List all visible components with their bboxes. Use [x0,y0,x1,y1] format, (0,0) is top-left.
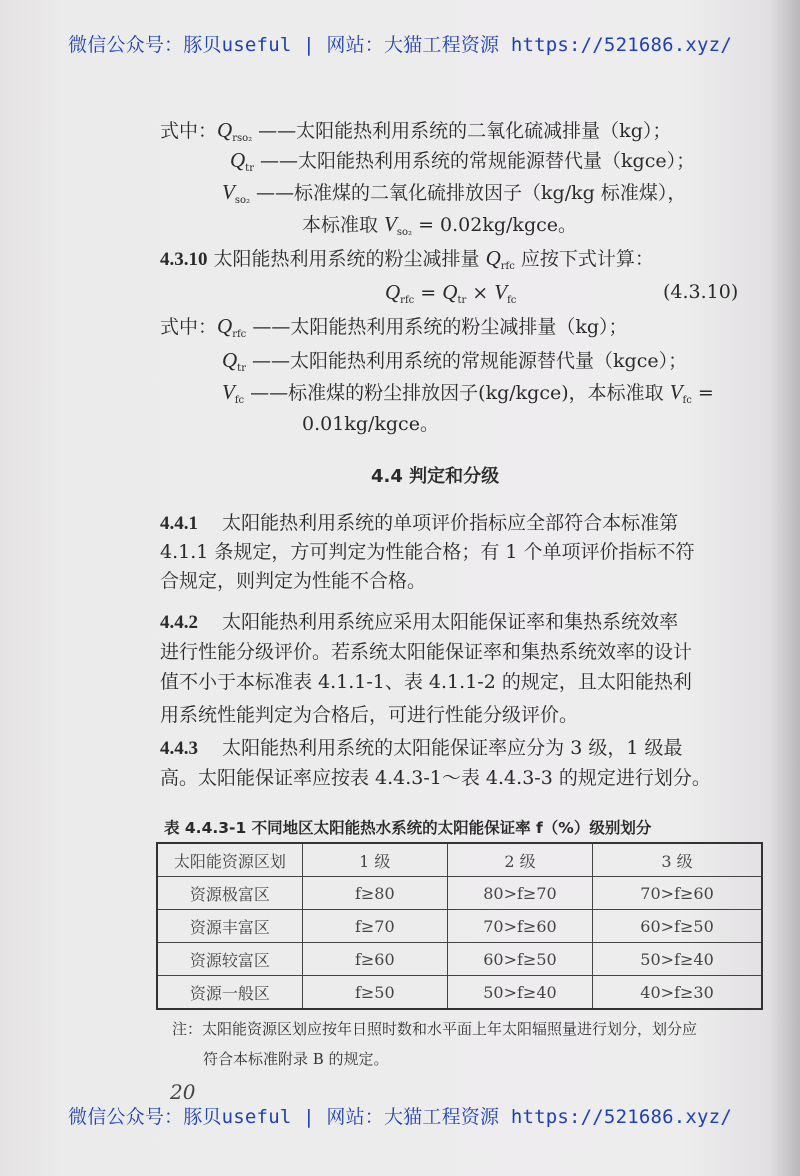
clause-number: 4.3.10 [160,249,208,270]
sub: fc [234,395,245,406]
paragraph-line [160,736,682,761]
paragraph-line: 进行性能分级评价。若系统太阳能保证率和集热系统效率的设计 [160,641,693,663]
cell: f≥70 [302,910,447,943]
table-row [157,910,762,943]
cell: f≥80 [302,877,447,910]
header-cell: 太阳能资源区划 [157,843,302,877]
text: ——太阳能热利用系统的常规能源替代量（kgce）； [245,350,688,372]
var: V [222,380,235,404]
paragraph-line: 4.1.1 条规定，方可判定为性能合格；有 1 个单项评价指标不符 [160,541,695,563]
text: 应按下式计算： [514,248,654,270]
table-header-row [157,843,762,877]
sub: rfc [232,329,247,340]
cell: 资源较富区 [157,943,302,976]
sub: so₂ [234,195,250,206]
header-cell: 2 级 [447,843,592,877]
solar-guarantee-table [156,842,763,1010]
page-number: 20 [170,1080,196,1104]
label: 式中： [160,316,218,338]
paragraph-line: 高。太阳能保证率应按表 4.4.3-1～表 4.4.3-3 的规定进行划分。 [160,767,711,789]
table-row [157,976,762,1010]
var: Q [442,280,458,304]
clause-number: 4.4.1 [160,513,198,534]
cell: 70>f≥60 [447,910,592,943]
cell: 60>f≥50 [447,943,592,976]
text: ——太阳能热利用系统的粉尘减排量（kg）； [246,316,628,338]
label: 式中： [160,120,218,142]
cell: 资源极富区 [157,877,302,910]
equation-number: (4.3.10) [663,281,739,303]
paragraph-line: 合规定，则判定为性能不合格。 [160,570,427,592]
var: Q [385,280,401,304]
text: ——标准煤的粉尘排放因子(kg/kgce)，本标准取 [244,382,670,404]
var: Q [485,246,501,270]
clause-number: 4.4.3 [160,738,198,759]
table-caption: 表 4.4.3-1 不同地区太阳能热水系统的太阳能保证率 f（%）级别划分 [164,819,652,837]
text-line [222,348,687,381]
var: V [494,280,508,304]
text: = [691,382,714,404]
clause-number: 4.4.2 [160,612,198,633]
sub: so₂ [396,227,413,238]
cell: f≥50 [302,976,447,1010]
text-line [222,380,714,413]
header-cell: 3 级 [593,843,762,877]
op: × [466,282,495,304]
text: 本标准取 [302,214,385,236]
text: ——太阳能热利用系统的二氧化硫减排量（kg）； [252,120,672,142]
text: ——太阳能热利用系统的常规能源替代量（kgce）； [253,150,696,172]
sub: tr [457,295,467,306]
sub: rfc [500,261,515,272]
sub: fc [507,295,517,306]
paragraph-line: 用系统性能判定为合格后，可进行性能分级评价。 [160,704,579,726]
var: Q [222,348,238,372]
text-line [160,118,671,151]
table-note: 符合本标准附录 B 的规定。 [203,1050,389,1068]
paragraph-line [160,511,678,536]
cell: f≥60 [302,943,447,976]
paragraph-line [160,610,678,635]
header-cell: 1 级 [302,843,447,877]
text: 太阳能热利用系统的粉尘减排量 [207,248,486,270]
text-line [302,212,577,245]
sub: tr [237,363,246,374]
var: V [384,212,397,236]
op: = [414,282,443,304]
cell: 50>f≥40 [593,943,762,976]
var: Q [230,148,246,172]
sub: rso₂ [232,133,253,144]
cell: 70>f≥60 [593,877,762,910]
table-note: 注：太阳能资源区划应按年日照时数和水平面上年太阳辐照量进行划分，划分应 [172,1020,698,1038]
var: V [222,180,235,204]
text: 太阳能热利用系统的单项评价指标应全部符合本标准第 [222,512,679,534]
text: = 0.02kg/kgce。 [412,214,577,236]
cell: 60>f≥50 [593,910,762,943]
var: Q [217,314,233,338]
text: 太阳能热利用系统应采用太阳能保证率和集热系统效率 [222,611,679,633]
equation [385,280,516,313]
cell: 资源一般区 [157,976,302,1010]
table-row [157,877,762,910]
var: Q [217,118,233,142]
sub: rfc [400,295,415,306]
text-line [222,180,686,213]
cell: 80>f≥70 [447,877,592,910]
sub: tr [245,163,254,174]
table-row [157,943,762,976]
cell: 资源丰富区 [157,910,302,943]
section-title: 4.4 判定和分级 [371,466,500,487]
text-line [160,314,628,347]
cell: 40>f≥30 [593,976,762,1010]
text-line [160,246,654,279]
watermark-top: 微信公众号：豚贝useful | 网站：大猫工程资源 https://521686.xyz/ [68,34,732,56]
text: 太阳能热利用系统的太阳能保证率应分为 3 级，1 级最 [222,737,683,759]
text: ——标准煤的二氧化硫排放因子（kg/kg 标准煤）， [250,182,687,204]
var: V [669,380,683,404]
text-line [230,148,695,181]
cell: 50>f≥40 [447,976,592,1010]
text-line: 0.01kg/kgce。 [302,413,439,435]
sub: fc [682,395,692,406]
paragraph-line: 值不小于本标准表 4.1.1-1、表 4.1.1-2 的规定，且太阳能热利 [160,671,692,693]
watermark-bottom: 微信公众号：豚贝useful | 网站：大猫工程资源 https://521686.xyz/ [68,1106,732,1128]
